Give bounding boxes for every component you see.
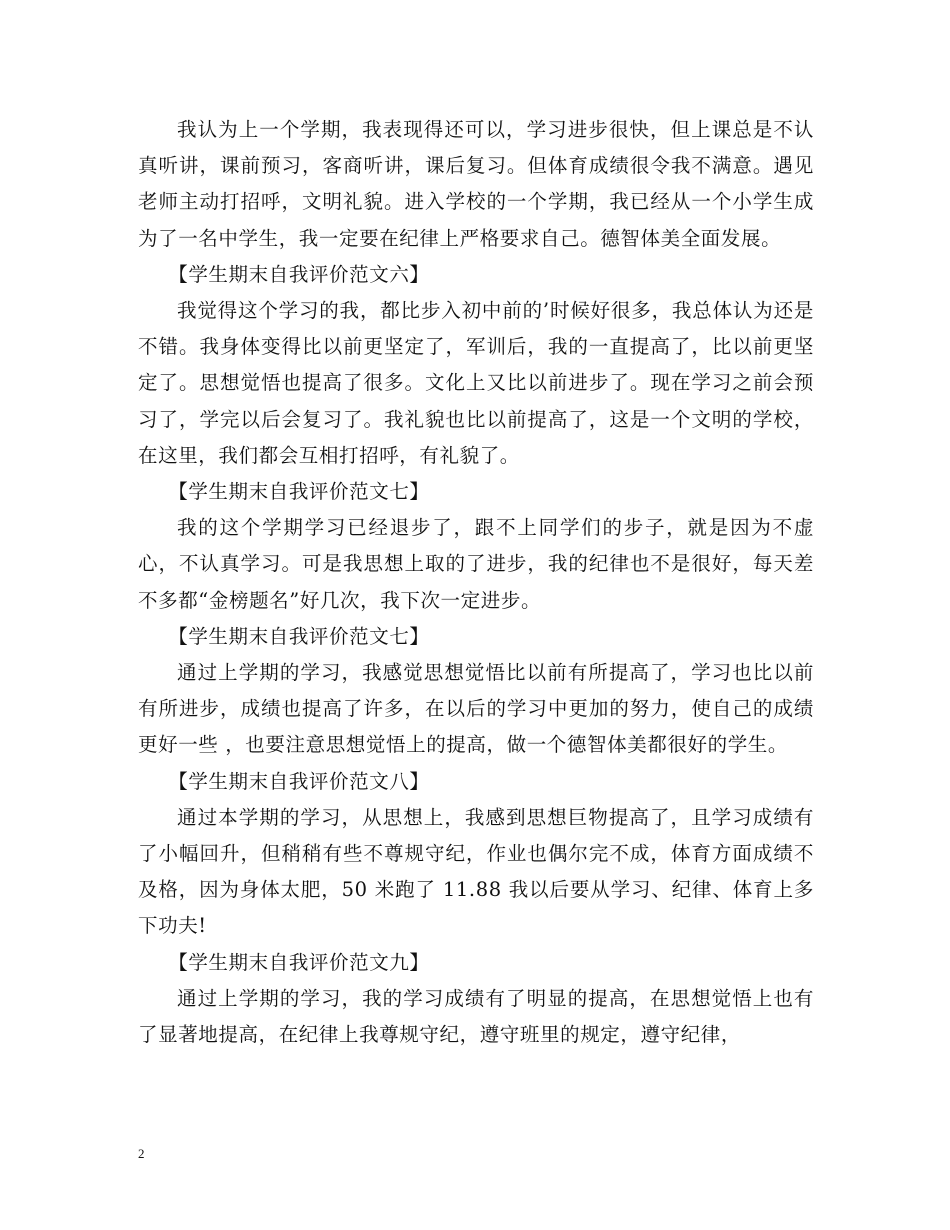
section-heading: 【学生期末自我评价范文九】: [168, 950, 430, 974]
paragraph: 通过本学期的学习，从思想上，我感到思想巨物提高了，且学习成绩有了小幅回升，但稍稍有些不尊规守纪，作业也偶尔完不成，体育方面成绩不及格，因为身体太肥，50 米跑了 11.88 我以后要从学习、纪律、体育上多下功夫!: [138, 805, 814, 938]
paragraph: 通过上学期的学习，我的学习成绩有了明显的提高，在思想觉悟上也有了显著地提高，在纪律上我尊规守纪，遵守班里的规定，遵守纪律，: [138, 986, 814, 1047]
paragraph: 我认为上一个学期，我表现得还可以，学习进步很快，但上课总是不认真听讲，课前预习，客商听讲，课后复习。但体育成绩很令我不满意。遇见老师主动打招呼，文明礼貌。进入学校的一个学期，我已经从一个小学生成为了一名中学生，我一定要在纪律上严格要求自己。德智体美全面发展。: [138, 118, 814, 250]
page-number: 2: [138, 1146, 145, 1161]
section-heading: 【学生期末自我评价范文七】: [168, 480, 430, 504]
paragraph: 我的这个学期学习已经退步了，跟不上同学们的步子，就是因为不虚心，不认真学习。可是我思想上取的了进步，我的纪律也不是很好，每天差不多都“金榜题名”好几次，我下次一定进步。: [138, 516, 814, 612]
section-heading: 【学生期末自我评价范文六】: [168, 262, 430, 286]
section-heading: 【学生期末自我评价范文七】: [168, 624, 430, 648]
document-body: [138, 112, 814, 1053]
paragraph: 我觉得这个学习的我，都比步入初中前的’时候好很多，我总体认为还是不错。我身体变得比以前更坚定了，军训后，我的一直提高了，比以前更坚定了。思想觉悟也提高了很多。文化上又比以前进步了。现在学习之前会预习了，学完以后会复习了。我礼貌也比以前提高了，这是一个文明的学校，在这里，我们都会互相打招呼，有礼貌了。: [138, 299, 814, 467]
paragraph: 通过上学期的学习，我感觉思想觉悟比以前有所提高了，学习也比以前有所进步，成绩也提高了许多，在以后的学习中更加的努力，使自己的成绩更好一些 ，也要注意思想觉悟上的提高，做一个德智体美都很好的学生。: [138, 661, 814, 757]
section-heading: 【学生期末自我评价范文八】: [168, 769, 430, 793]
